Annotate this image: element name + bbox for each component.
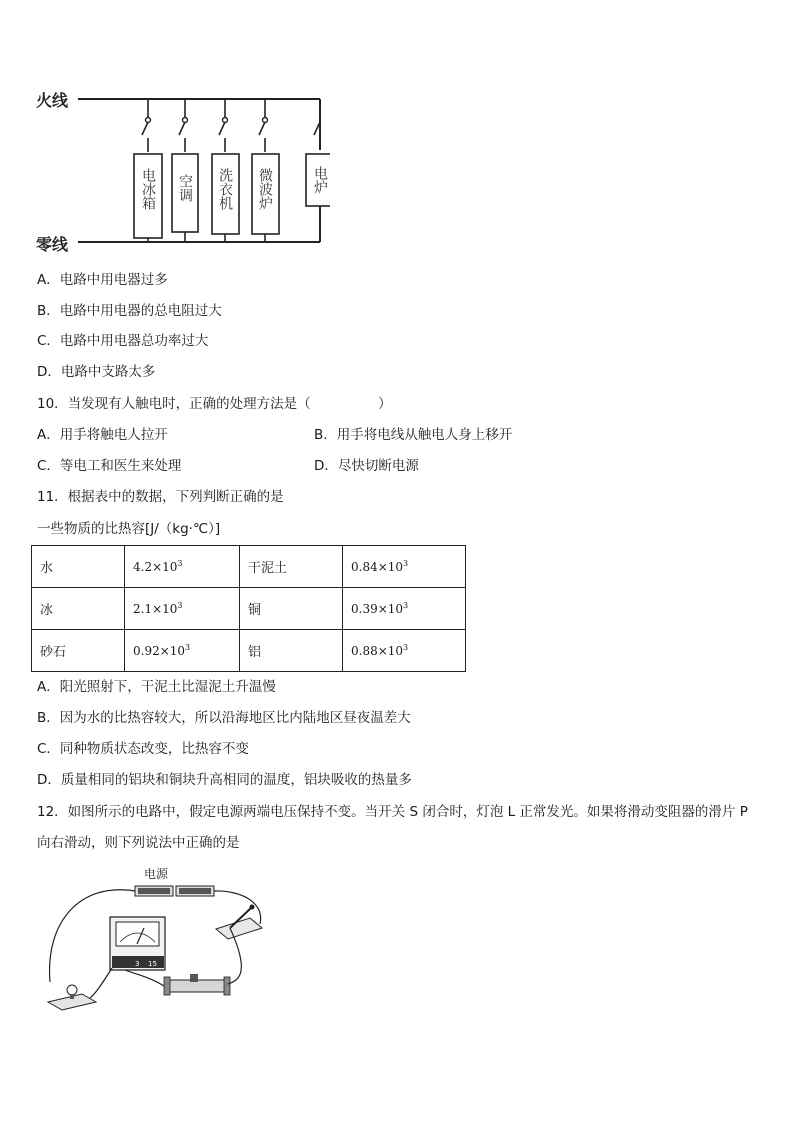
q11-option-d: D．质量相同的铝块和铜块升高相同的温度，铝块吸收的热量多 bbox=[37, 772, 412, 788]
q11-stem: 11．根据表中的数据，下列判断正确的是 bbox=[37, 489, 284, 505]
table-row bbox=[32, 546, 466, 588]
q9-option-a: A．电路中用电器过多 bbox=[37, 272, 168, 288]
table-cell: $4.2\times 10^3$ bbox=[125, 546, 240, 588]
live-wire-label: 火线 bbox=[36, 91, 69, 110]
table-cell: $0.92\times 10^3$ bbox=[125, 630, 240, 672]
table-cell: $0.88\times 10^3$ bbox=[343, 630, 466, 672]
q12-stem-line2: 向右滑动，则下列说法中正确的是 bbox=[37, 835, 240, 851]
table-cell: 冰 bbox=[32, 588, 125, 630]
table-cell: 干泥土 bbox=[240, 546, 343, 588]
table-row bbox=[32, 630, 466, 672]
meter-scale-3: 3 bbox=[135, 960, 140, 968]
physical-circuit-figure bbox=[40, 862, 280, 1012]
q9-option-b: B．电路中用电器的总电阻过大 bbox=[37, 303, 222, 319]
appliance-label-microwave: 微波炉 bbox=[257, 168, 273, 210]
table-cell: 铝 bbox=[240, 630, 343, 672]
q12-stem-line1: 12．如图所示的电路中，假定电源两端电压保持不变。当开关 S 闭合时，灯泡 L 正常发光。如果将滑动变阻器的滑片 P bbox=[37, 804, 748, 820]
power-source-label: 电源 bbox=[144, 867, 169, 881]
table-cell: $0.84\times 10^3$ bbox=[343, 546, 466, 588]
table-cell: 水 bbox=[32, 546, 125, 588]
appliance-branch-fridge bbox=[134, 99, 162, 242]
appliance-branch-washer bbox=[212, 99, 239, 242]
household-circuit-figure bbox=[30, 82, 330, 257]
q11-option-a: A．阳光照射下，干泥土比湿泥土升温慢 bbox=[37, 679, 276, 695]
q10-option-d: D．尽快切断电源 bbox=[314, 458, 419, 474]
appliance-branch-microwave bbox=[252, 99, 279, 242]
table-cell: $0.39\times 10^3$ bbox=[343, 588, 466, 630]
q11-option-c: C．同种物质状态改变，比热容不变 bbox=[37, 741, 249, 757]
q10-option-c: C．等电工和医生来处理 bbox=[37, 458, 182, 474]
table-row bbox=[32, 588, 466, 630]
appliance-branch-stove bbox=[306, 122, 330, 206]
specific-heat-table bbox=[31, 545, 466, 672]
q9-option-d: D．电路中支路太多 bbox=[37, 364, 156, 380]
q10-option-a: A．用手将触电人拉开 bbox=[37, 427, 168, 443]
q10-stem: 10．当发现有人触电时，正确的处理方法是（ ） bbox=[37, 396, 392, 412]
table-cell: 铜 bbox=[240, 588, 343, 630]
lamp bbox=[48, 985, 96, 1010]
q9-option-c: C．电路中用电器总功率过大 bbox=[37, 333, 209, 349]
meter-scale-15: 15 bbox=[148, 960, 157, 968]
q11-table-caption: 一些物质的比热容[J/（kg·℃）] bbox=[37, 521, 221, 537]
power-source bbox=[135, 886, 214, 896]
q10-option-b: B．用手将电线从触电人身上移开 bbox=[314, 427, 513, 443]
appliance-label-fridge: 电冰箱 bbox=[140, 168, 156, 210]
table-cell: $2.1\times 10^3$ bbox=[125, 588, 240, 630]
switch bbox=[216, 905, 262, 940]
appliance-label-washer: 洗衣机 bbox=[217, 168, 233, 210]
q11-option-b: B．因为水的比热容较大，所以沿海地区比内陆地区昼夜温差大 bbox=[37, 710, 411, 726]
table-cell: 砂石 bbox=[32, 630, 125, 672]
appliance-label-stove: 电炉 bbox=[312, 166, 328, 194]
rheostat bbox=[164, 974, 230, 995]
ammeter bbox=[110, 917, 165, 970]
appliance-label-ac: 空调 bbox=[177, 174, 193, 202]
appliance-branch-ac bbox=[172, 99, 198, 242]
neutral-wire-label: 零线 bbox=[36, 235, 69, 254]
